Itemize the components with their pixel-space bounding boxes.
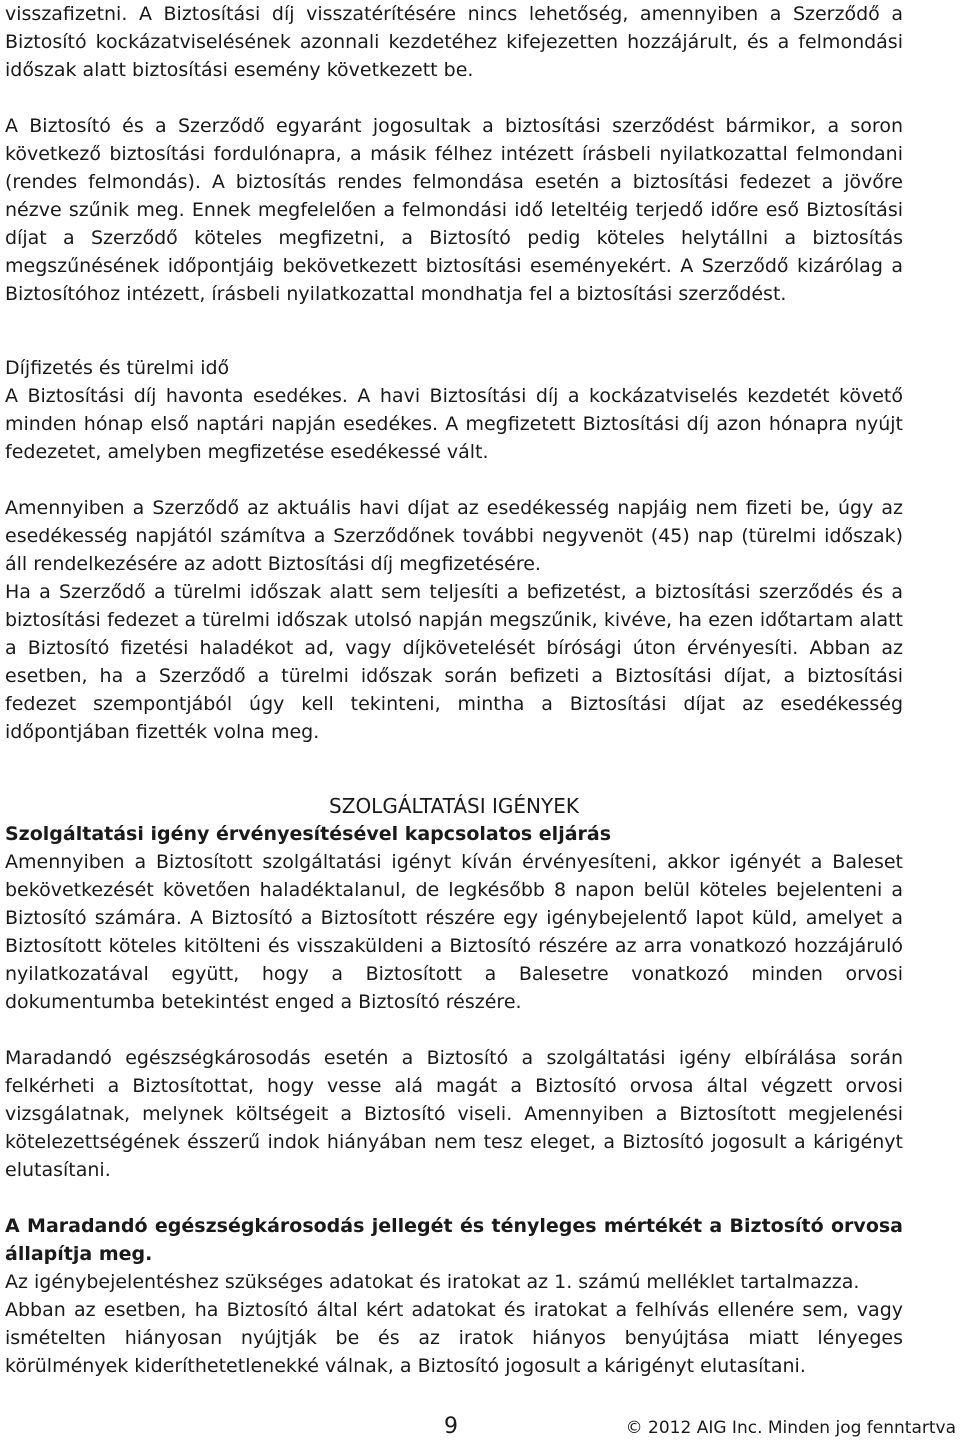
- spacer: [5, 1184, 903, 1212]
- spacer: [5, 746, 903, 792]
- paragraph-required-documents: Az igénybejelentéshez szükséges adatokat és iratokat az 1. számú melléklet tartalmazza.: [5, 1271, 860, 1293]
- paragraph-refund: visszafizetni. A Biztosítási díj visszatérítésére nincs lehetőség, amennyiben a Szerződő a Biztosító kockázatviselésének azonnali kezdetéhez kifejezetten hozzájárult, és a felmondási időszak alatt biztosítási esemény következett be.: [5, 3, 903, 81]
- paragraph-permanent-damage: Maradandó egészségkárosodás esetén a Biztosító a szolgáltatási igény elbírálása során felkérheti a Biztosítottat, hogy vesse alá magát a Biztosító orvosa által végzett orvosi vizsgálatnak, melynek költségeit a Biztosító viseli. Amennyiben a Biztosított megjelenési kötelezettségének ésszerű indok hiányában nem tesz eleget, a Biztosító jogosult a kárigényt elutasítani.: [5, 1047, 903, 1181]
- paragraph-monthly-premium: A Biztosítási díj havonta esedékes. A havi Biztosítási díj a kockázatviselés kezdetét követő minden hónap első naptári napján esedékes. A megfizetett Biztosítási díj azon hónapra nyújt fedezetet, amelyben megfizetése esedékessé vált.: [5, 385, 903, 463]
- section-title-claims: SZOLGÁLTATÁSI IGÉNYEK: [329, 794, 579, 818]
- page-number: 9: [444, 1414, 458, 1439]
- paragraph-grace-period: Amennyiben a Szerződő az aktuális havi díjat az esedékesség napjáig nem fizeti be, úgy az esedékesség napjától számítva a Szerződőnek további negyvenöt (45) nap (türelmi időszak) áll rendelkezésére az adott Biztosítási díj megfizetésére.: [5, 497, 903, 575]
- document-page: [5, 0, 903, 1380]
- spacer: [5, 1016, 903, 1044]
- paragraph-doctor-assessment: A Maradandó egészségkárosodás jellegét és tényleges mértékét a Biztosító orvosa állapítja meg.: [5, 1215, 903, 1265]
- copyright-notice: © 2012 AIG Inc. Minden jog fenntartva: [625, 1418, 956, 1438]
- paragraph-termination: A Biztosító és a Szerződő egyaránt jogosultak a biztosítási szerződést bármikor, a soron következő biztosítási fordulónapra, a másik félhez intézett írásbeli nyilatkozattal felmondani (rendes felmondás). A biztosítás rendes felmondása esetén a biztosítási fedezet a jövőre nézve szűnik meg. Ennek megfelelően a felmondási idő leteltéig terjedő időre eső Biztosítási díjat a Szerződő köteles megfizetni, a Biztosító pedig köteles helytállni a biztosítás megszűnésének időpontjáig bekövetkezett biztosítási eseményekért. A Szerződő kizárólag a Biztosítóhoz intézett, írásbeli nyilatkozattal mondhatja fel a biztosítási szerződést.: [5, 115, 903, 305]
- page-footer: [0, 1410, 960, 1442]
- spacer: [5, 466, 903, 494]
- paragraph-grace-period-end: Ha a Szerződő a türelmi időszak alatt sem teljesíti a befizetést, a biztosítási szerződés és a biztosítási fedezet a türelmi időszak utolsó napján megszűnik, kivéve, ha ezen időtartam alatt a Biztosító fizetési haladékot ad, vagy díjkövetelését bírósági úton érvényesíti. Abban az esetben, ha a Szerződő a türelmi időszak során befizeti a Biztosítási díjat, a biztosítási fedezet szempontjából úgy kell tekinteni, mintha a Biztosítási díjat az esedékesség időpontjában fizették volna meg.: [5, 581, 903, 743]
- heading-premium-payment: Díjfizetés és türelmi idő: [5, 357, 230, 379]
- spacer: [5, 84, 903, 112]
- heading-claim-procedure: Szolgáltatási igény érvényesítésével kapcsolatos eljárás: [5, 823, 612, 845]
- spacer: [5, 308, 903, 354]
- paragraph-claim-reporting: Amennyiben a Biztosított szolgáltatási igényt kíván érvényesíteni, akkor igényét a Baleset bekövetkezését követően haladéktalanul, de legkésőbb 8 napon belül köteles bejelenteni a Biztosító számára. A Biztosító a Biztosított részére egy igénybejelentő lapot küld, amelyet a Biztosított köteles kitölteni és visszaküldeni a Biztosító részére az arra vonatkozó hozzájáruló nyilatkozatával együtt, hogy a Biztosított a Balesetre vonatkozó minden orvosi dokumentumba betekintést enged a Biztosító részére.: [5, 851, 903, 1013]
- paragraph-claim-rejection: Abban az esetben, ha Biztosító által kért adatokat és iratokat a felhívás ellenére sem, vagy ismételten hiányosan nyújtják be és az iratok hiányos benyújtása miatt lényeges körülmények kideríthetetlenekké válnak, a Biztosító jogosult a kárigényt elutasítani.: [5, 1299, 903, 1377]
